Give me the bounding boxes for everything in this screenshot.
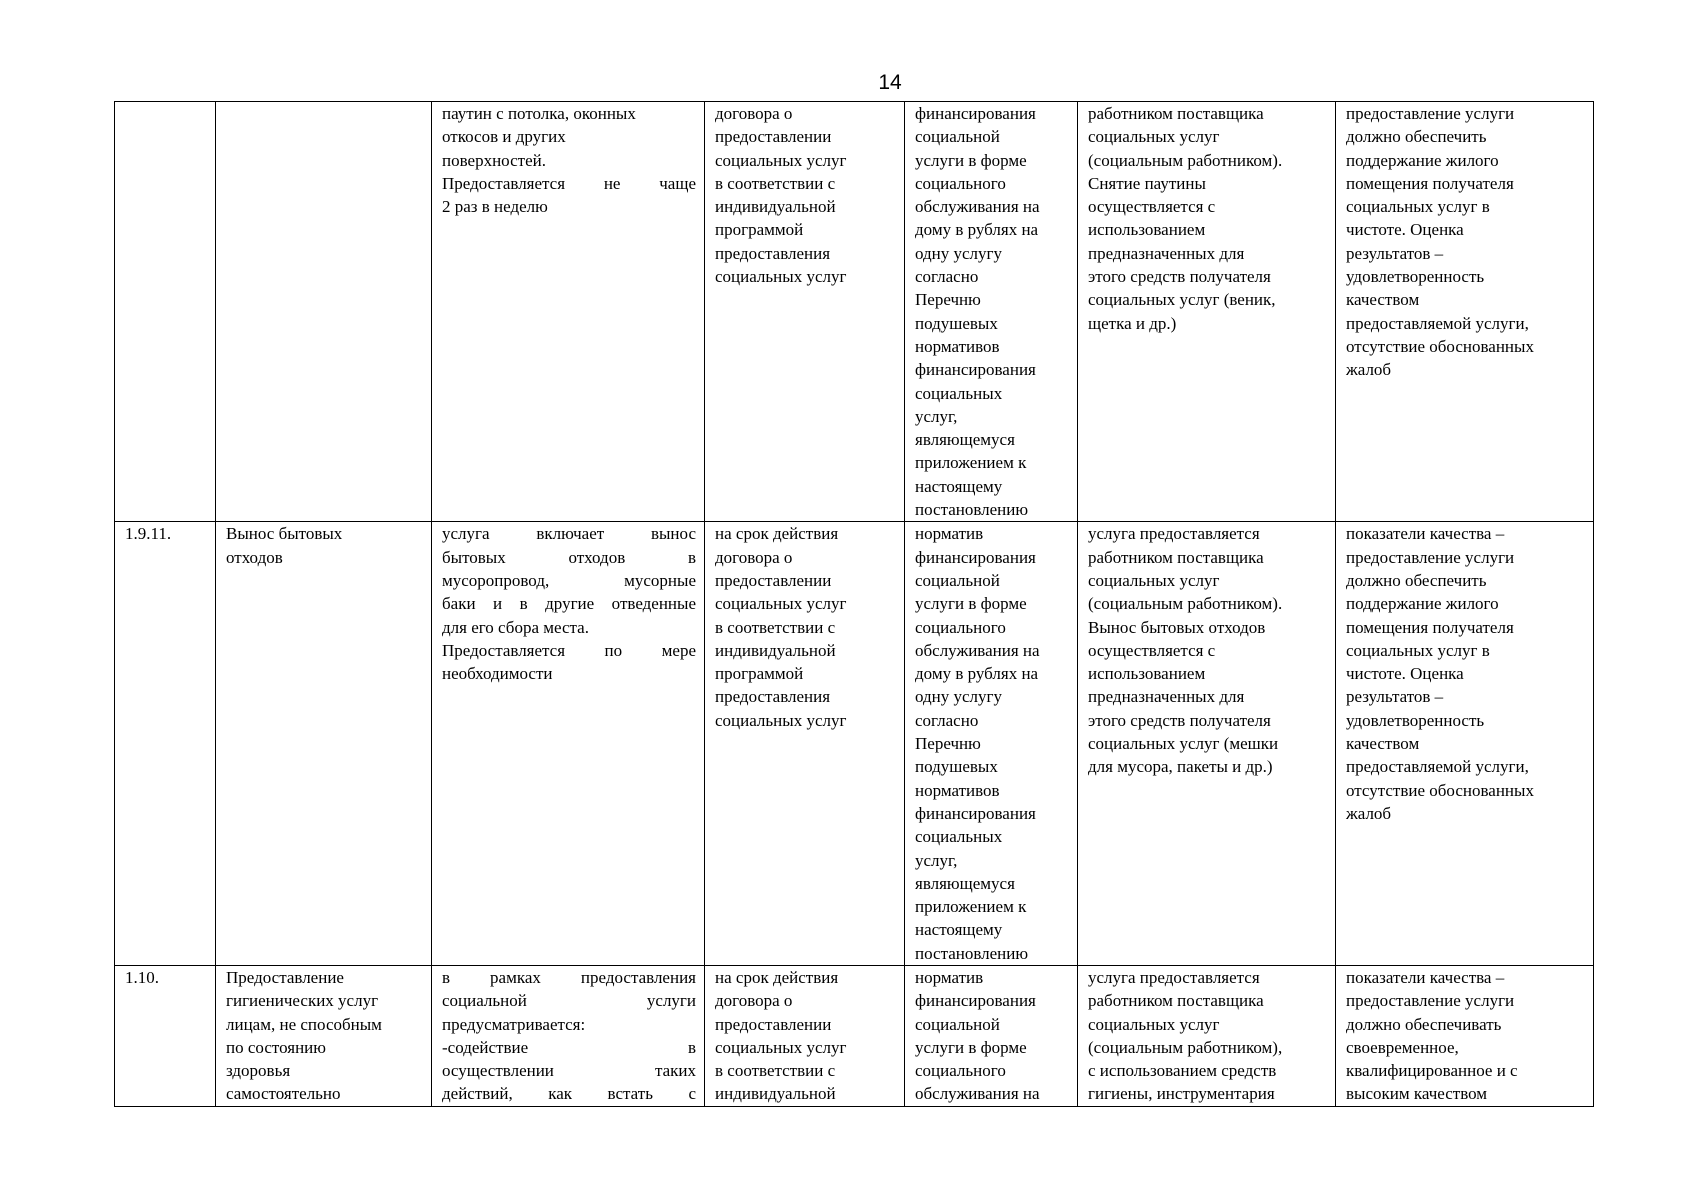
cell-text-line: работником поставщика bbox=[1088, 547, 1264, 567]
cell-text-line: предоставлении bbox=[715, 127, 832, 147]
cell-text-line: предоставление услуги bbox=[1346, 991, 1515, 1011]
cell-text-line: показатели качества – bbox=[1346, 967, 1505, 987]
cell-text-line: предоставлении bbox=[715, 1014, 832, 1034]
cell-text-line: социальных услуг bbox=[1088, 1014, 1220, 1034]
cell-norm bbox=[905, 965, 1078, 1106]
cell-conditions bbox=[1078, 522, 1336, 966]
cell-text-line: осуществляется с bbox=[1088, 197, 1216, 217]
cell-text-line: социальных услуг bbox=[715, 150, 847, 170]
cell-text-line: 2 раз в неделю bbox=[442, 197, 548, 217]
cell-text-line: (социальным работником). bbox=[1088, 594, 1283, 614]
cell-text-line: Вынос бытовых отходов bbox=[1088, 617, 1266, 637]
cell-text-line: предоставлении bbox=[715, 570, 832, 590]
cell-text-line: услуг, bbox=[915, 850, 958, 870]
cell-text-line: использованием bbox=[1088, 664, 1206, 684]
cell-text-line: являющемуся bbox=[915, 873, 1015, 893]
cell-text-line: для мусора, пакеты и др.) bbox=[1088, 757, 1273, 777]
cell-text-line: предоставление услуги bbox=[1346, 547, 1515, 567]
cell-text-line: помещения получателя bbox=[1346, 173, 1514, 193]
cell-text-line: услуга включает вынос bbox=[442, 524, 696, 544]
cell-text-line: услуги в форме bbox=[915, 594, 1027, 614]
cell-number bbox=[115, 102, 216, 522]
cell-text-line: (социальным работником). bbox=[1088, 150, 1283, 170]
cell-norm bbox=[905, 522, 1078, 966]
cell-text-line: социальных услуг bbox=[1088, 570, 1220, 590]
cell-text-line: подушевых bbox=[915, 757, 998, 777]
cell-text-line: использованием bbox=[1088, 220, 1206, 240]
cell-text-line: в соответствии с bbox=[715, 617, 836, 637]
cell-text-line: услуги в форме bbox=[915, 150, 1027, 170]
cell-text-line: чистоте. Оценка bbox=[1346, 220, 1464, 240]
cell-text-line: поддержание жилого bbox=[1346, 594, 1499, 614]
cell-number bbox=[115, 965, 216, 1106]
cell-text-line: программой bbox=[715, 220, 804, 240]
cell-text-line: финансирования bbox=[915, 803, 1036, 823]
cell-quality bbox=[1336, 102, 1594, 522]
cell-text-line: гигиены, инструментария bbox=[1088, 1084, 1275, 1104]
cell-text-line: обслуживания на bbox=[915, 640, 1040, 660]
cell-service-name bbox=[216, 102, 432, 522]
cell-text-line: помещения получателя bbox=[1346, 617, 1514, 637]
cell-text-line: этого средств получателя bbox=[1088, 267, 1271, 287]
cell-text-line: паутин с потолка, оконных bbox=[442, 104, 636, 123]
cell-text-line: настоящему bbox=[915, 476, 1003, 496]
cell-text-line: чистоте. Оценка bbox=[1346, 664, 1464, 684]
cell-text-line: Снятие паутины bbox=[1088, 173, 1206, 193]
cell-text-line: Перечню bbox=[915, 734, 981, 754]
cell-text-line: откосов и других bbox=[442, 127, 566, 147]
cell-text-line: постановлению bbox=[915, 500, 1029, 520]
cell-text-line: щетка и др.) bbox=[1088, 313, 1177, 333]
cell-text-line: удовлетворенность bbox=[1346, 710, 1485, 730]
cell-conditions bbox=[1078, 102, 1336, 522]
cell-text-line: Предоставление bbox=[226, 967, 344, 987]
cell-text-line: социальных услуг (веник, bbox=[1088, 290, 1276, 310]
cell-text-line: мусоропровод, мусорные bbox=[442, 570, 696, 590]
cell-text-line: лицам, не способным bbox=[226, 1014, 382, 1034]
cell-text-line: индивидуальной bbox=[715, 640, 836, 660]
cell-description bbox=[432, 965, 705, 1106]
cell-text-line: социальной bbox=[915, 570, 1000, 590]
cell-text-line: настоящему bbox=[915, 920, 1003, 940]
cell-text-line: отсутствие обоснованных bbox=[1346, 780, 1534, 800]
cell-term bbox=[705, 522, 905, 966]
cell-text-line: этого средств получателя bbox=[1088, 710, 1271, 730]
service-number: 1.10. bbox=[125, 967, 159, 987]
cell-text-line: одну услугу bbox=[915, 243, 1003, 263]
cell-text-line: поверхностей. bbox=[442, 150, 546, 170]
cell-text-line: одну услугу bbox=[915, 687, 1003, 707]
cell-text-line: осуществляется с bbox=[1088, 640, 1216, 660]
cell-text-line: самостоятельно bbox=[226, 1084, 341, 1104]
cell-text-line: постановлению bbox=[915, 943, 1029, 963]
cell-text-line: услуга предоставляется bbox=[1088, 524, 1260, 544]
cell-text-line: жалоб bbox=[1346, 360, 1392, 380]
cell-text-line: предусматривается: bbox=[442, 1014, 586, 1034]
cell-text-line: результатов – bbox=[1346, 687, 1444, 707]
cell-text-line: высоким качеством bbox=[1346, 1084, 1488, 1104]
cell-text-line: дому в рублях на bbox=[915, 664, 1039, 684]
cell-text-line: услуги в форме bbox=[915, 1037, 1027, 1057]
cell-text-line: социальных bbox=[915, 383, 1003, 403]
service-number bbox=[125, 102, 207, 125]
cell-text-line: (социальным работником), bbox=[1088, 1037, 1283, 1057]
cell-text-line: своевременное, bbox=[1346, 1037, 1459, 1057]
cell-text-line: социальных услуг (мешки bbox=[1088, 734, 1279, 754]
cell-text-line: работником поставщика bbox=[1088, 991, 1264, 1011]
cell-text-line: нормативов bbox=[915, 780, 1000, 800]
cell-text-line: по состоянию bbox=[226, 1037, 326, 1057]
cell-text-line: действий, как встать с bbox=[442, 1084, 696, 1104]
cell-text-line: социального bbox=[915, 617, 1006, 637]
cell-text-line: финансирования bbox=[915, 104, 1036, 123]
table-row bbox=[115, 522, 1594, 966]
table-row bbox=[115, 965, 1594, 1106]
cell-text-line: поддержание жилого bbox=[1346, 150, 1499, 170]
cell-text-line: предоставляемой услуги, bbox=[1346, 313, 1529, 333]
cell-text-line: предоставление услуги bbox=[1346, 104, 1515, 123]
cell-text-line: социальной bbox=[915, 127, 1000, 147]
cell-text-line: отсутствие обоснованных bbox=[1346, 336, 1534, 356]
cell-text-line: в рамках предоставления bbox=[442, 967, 696, 987]
cell-text-line: обслуживания на bbox=[915, 1084, 1040, 1104]
cell-text-line: подушевых bbox=[915, 313, 998, 333]
cell-text-line: должно обеспечить bbox=[1346, 570, 1487, 590]
cell-text-line: качеством bbox=[1346, 290, 1420, 310]
cell-text-line: предоставления bbox=[715, 687, 831, 707]
cell-text-line: договора о bbox=[715, 104, 793, 123]
cell-number bbox=[115, 522, 216, 966]
cell-text-line: на срок действия bbox=[715, 524, 839, 544]
cell-term bbox=[705, 102, 905, 522]
cell-text-line: Вынос бытовых bbox=[226, 524, 343, 544]
cell-text-line: необходимости bbox=[442, 664, 553, 684]
cell-text-line: должно обеспечить bbox=[1346, 127, 1487, 147]
cell-text-line: социальных услуг bbox=[715, 267, 847, 287]
cell-text-line: предоставления bbox=[715, 243, 831, 263]
page-number: 14 bbox=[878, 71, 902, 94]
cell-text-line: гигиенических услуг bbox=[226, 991, 379, 1011]
cell-text-line: обслуживания на bbox=[915, 197, 1040, 217]
cell-text-line: дому в рублях на bbox=[915, 220, 1039, 240]
cell-text-line: социальных услуг bbox=[715, 1037, 847, 1057]
cell-text-line: Предоставляется по мере bbox=[442, 640, 696, 660]
cell-text-line: финансирования bbox=[915, 547, 1036, 567]
cell-text-line: баки и в другие отведенные bbox=[442, 594, 696, 614]
cell-text-line: предоставляемой услуги, bbox=[1346, 757, 1529, 777]
cell-description bbox=[432, 522, 705, 966]
cell-text-line: социальной bbox=[915, 1014, 1000, 1034]
cell-quality bbox=[1336, 965, 1594, 1106]
cell-text-line: Предоставляется не чаще bbox=[442, 173, 696, 193]
cell-text-line: индивидуальной bbox=[715, 1084, 836, 1104]
table-row bbox=[115, 102, 1594, 522]
cell-service-name bbox=[216, 522, 432, 966]
cell-description bbox=[432, 102, 705, 522]
cell-text-line: договора о bbox=[715, 547, 793, 567]
cell-text-line: показатели качества – bbox=[1346, 524, 1505, 544]
cell-text-line: приложением к bbox=[915, 897, 1027, 917]
cell-text-line: качеством bbox=[1346, 734, 1420, 754]
cell-text-line: нормативов bbox=[915, 336, 1000, 356]
cell-conditions bbox=[1078, 965, 1336, 1106]
cell-text-line: на срок действия bbox=[715, 967, 839, 987]
cell-text-line: услуга предоставляется bbox=[1088, 967, 1260, 987]
cell-text-line: квалифицированное и с bbox=[1346, 1061, 1518, 1081]
cell-text-line: социальных услуг bbox=[1088, 127, 1220, 147]
cell-text-line: осуществлении таких bbox=[442, 1061, 696, 1081]
cell-text-line: с использованием средств bbox=[1088, 1061, 1277, 1081]
cell-text-line: финансирования bbox=[915, 360, 1036, 380]
cell-text-line: здоровья bbox=[226, 1061, 291, 1081]
cell-quality bbox=[1336, 522, 1594, 966]
cell-text-line: согласно bbox=[915, 267, 979, 287]
cell-text-line: социальных услуг в bbox=[1346, 640, 1490, 660]
cell-text-line: предназначенных для bbox=[1088, 243, 1245, 263]
cell-text-line: -содействие в bbox=[442, 1037, 696, 1057]
cell-text-line: бытовых отходов в bbox=[442, 547, 696, 567]
cell-text-line: удовлетворенность bbox=[1346, 267, 1485, 287]
service-number: 1.9.11. bbox=[125, 524, 172, 544]
services-table bbox=[114, 101, 1594, 1107]
cell-text-line: отходов bbox=[226, 547, 283, 567]
cell-text-line: для его сбора места. bbox=[442, 617, 589, 637]
cell-service-name bbox=[216, 965, 432, 1106]
cell-text-line: социальных bbox=[915, 827, 1003, 847]
cell-text-line: результатов – bbox=[1346, 243, 1444, 263]
cell-text-line: работником поставщика bbox=[1088, 104, 1264, 123]
cell-text-line: в соответствии с bbox=[715, 1061, 836, 1081]
cell-text-line: в соответствии с bbox=[715, 173, 836, 193]
cell-text-line: финансирования bbox=[915, 991, 1036, 1011]
cell-text-line: программой bbox=[715, 664, 804, 684]
cell-text-line: социальной услуги bbox=[442, 991, 696, 1011]
cell-norm bbox=[905, 102, 1078, 522]
cell-text-line: являющемуся bbox=[915, 430, 1015, 450]
cell-text-line: жалоб bbox=[1346, 803, 1392, 823]
cell-text-line: услуг, bbox=[915, 406, 958, 426]
cell-text-line: норматив bbox=[915, 967, 984, 987]
cell-term bbox=[705, 965, 905, 1106]
cell-text-line: договора о bbox=[715, 991, 793, 1011]
cell-text-line: социальных услуг bbox=[715, 594, 847, 614]
cell-text-line: норматив bbox=[915, 524, 984, 544]
cell-text-line: индивидуальной bbox=[715, 197, 836, 217]
cell-text-line: социального bbox=[915, 1061, 1006, 1081]
cell-text-line: социальных услуг bbox=[715, 710, 847, 730]
cell-text-line: предназначенных для bbox=[1088, 687, 1245, 707]
cell-text-line: социальных услуг в bbox=[1346, 197, 1490, 217]
cell-text-line: должно обеспечивать bbox=[1346, 1014, 1502, 1034]
cell-text-line: согласно bbox=[915, 710, 979, 730]
cell-text-line: социального bbox=[915, 173, 1006, 193]
cell-text-line: приложением к bbox=[915, 453, 1027, 473]
cell-text-line: Перечню bbox=[915, 290, 981, 310]
